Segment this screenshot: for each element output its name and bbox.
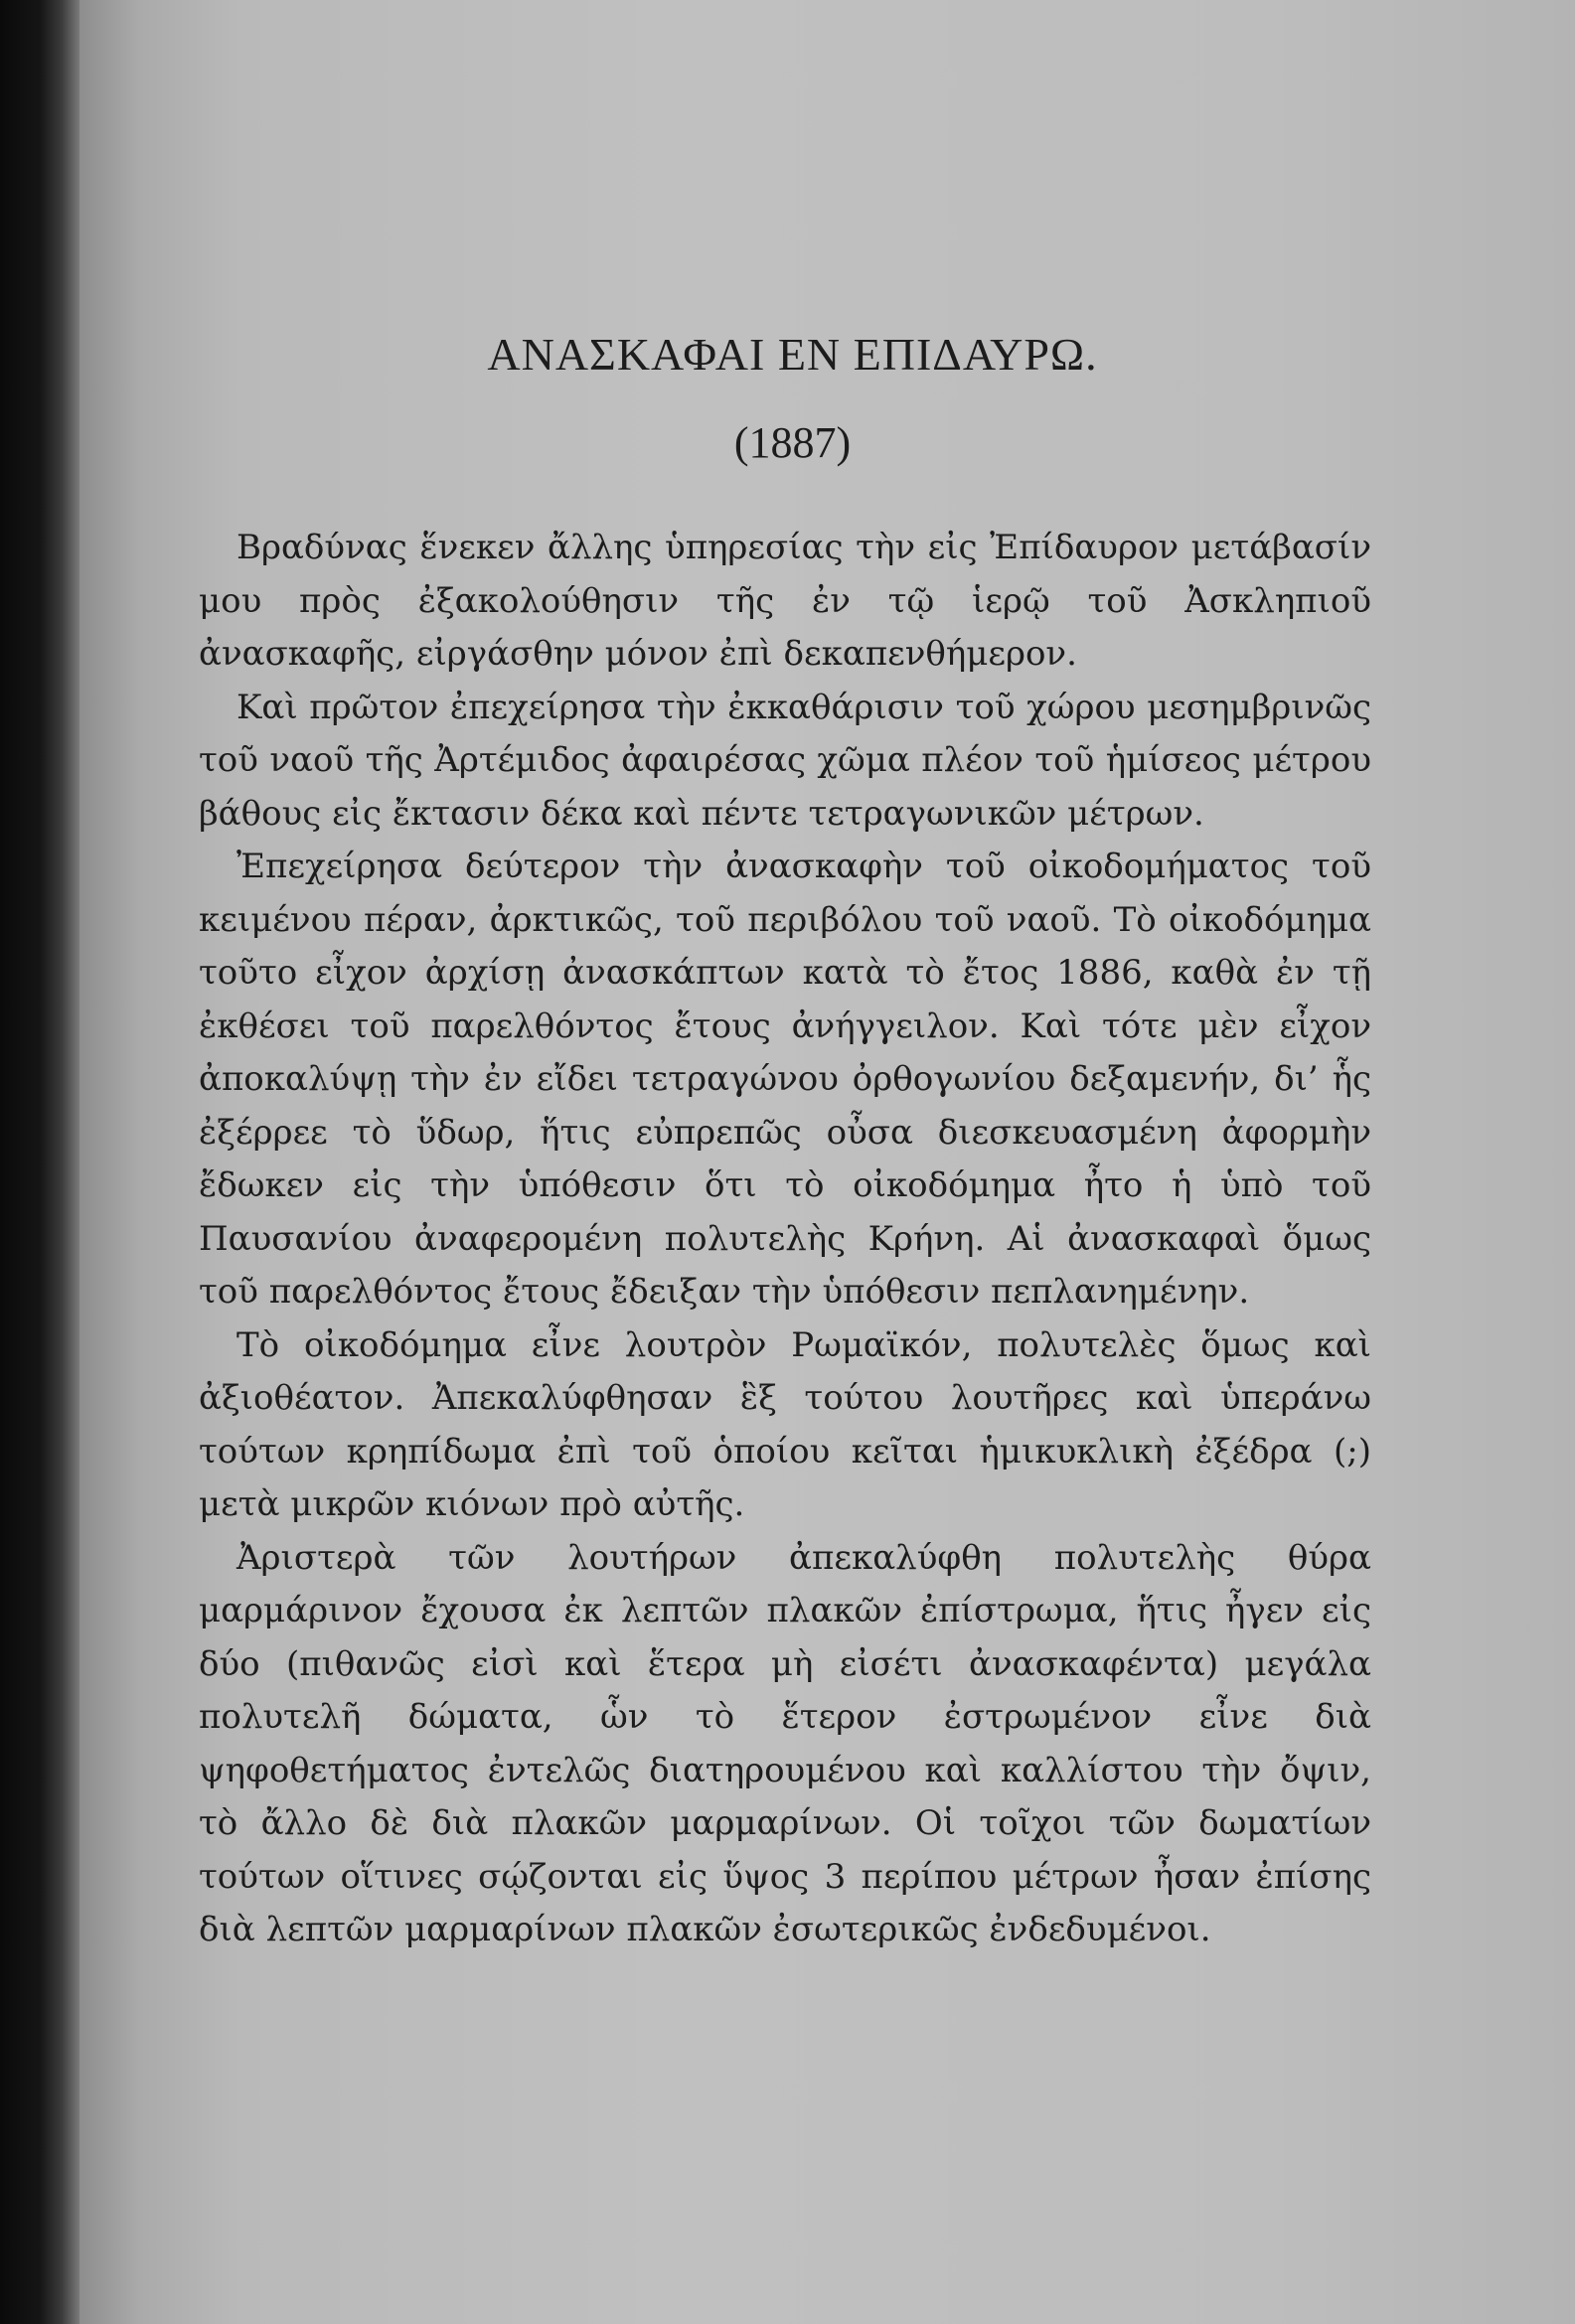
- page-year: (1887): [733, 418, 852, 467]
- book-binding-shadow: [0, 0, 79, 2324]
- paragraph: Ἐπεχείρησα δεύτερον τὴν ἀνασκαφὴν τοῦ οἰκοδομήματος τοῦ κειμένου πέραν, ἀρκτικῶς, τοῦ περιβόλου τοῦ ναοῦ. Τὸ οἰκοδόμημα τοῦτο εἶχον ἀρχίσῃ ἀνασκάπτων κατὰ τὸ ἔτος 1886, καθὰ ἐν τῇ ἐκθέσει τοῦ παρελθόντος ἔτους ἀνήγγειλον. Καὶ τότε μὲν εἶχον ἀποκαλύψῃ τὴν ἐν εἴδει τετραγώνου ὀρθογωνίου δεξαμενήν, δι’ ἧς ἐξέρρεε τὸ ὕδωρ, ἥτις εὐπρεπῶς οὖσα διεσκευασμένη ἀφορμὴν ἔδωκεν εἰς τὴν ὑπόθεσιν ὅτι τὸ οἰκοδόμημα ἦτο ἡ ὑπὸ τοῦ Παυσανίου ἀναφερομένη πολυτελὴς Κρήνη. Αἱ ἀνασκαφαὶ ὅμως τοῦ παρελθόντος ἔτους ἔδειξαν τὴν ὑπόθεσιν πεπλανημένην.: [199, 847, 1371, 1312]
- scanned-page: [79, 0, 1575, 2324]
- body-text: [199, 522, 1371, 1957]
- paragraph: Ἀριστερὰ τῶν λουτήρων ἀπεκαλύφθη πολυτελὴς θύρα μαρμάρινον ἔχουσα ἐκ λεπτῶν πλακῶν ἐπίστρωμα, ἥτις ἦγεν εἰς δύο (πιθανῶς εἰσὶ καὶ ἕτερα μὴ εἰσέτι ἀνασκαφέντα) μεγάλα πολυτελῆ δώματα, ὧν τὸ ἕτερον ἐστρωμένον εἶνε διὰ ψηφοθετήματος ἐντελῶς διατηρουμένου καὶ καλλίστου τὴν ὄψιν, τὸ ἄλλο δὲ διὰ πλακῶν μαρμαρίνων. Οἱ τοῖχοι τῶν δωματίων τούτων οἵτινες σῴζονται εἰς ὕψος 3 περίπου μέτρων ἦσαν ἐπίσης διὰ λεπτῶν μαρμαρίνων πλακῶν ἐσωτερικῶς ἐνδεδυμένοι.: [199, 1537, 1371, 1949]
- paragraph: Καὶ πρῶτον ἐπεχείρησα τὴν ἐκκαθάρισιν τοῦ χώρου μεσημβρινῶς τοῦ ναοῦ τῆς Ἀρτέμιδος ἀφαιρέσας χῶμα πλέον τοῦ ἡμίσεος μέτρου βάθους εἰς ἔκτασιν δέκα καὶ πέντε τετραγωνικῶν μέτρων.: [199, 687, 1371, 834]
- paragraph: Τὸ οἰκοδόμημα εἶνε λουτρὸν Ρωμαϊκόν, πολυτελὲς ὅμως καὶ ἀξιοθέατον. Ἀπεκαλύφθησαν ἓξ τούτου λουτῆρες καὶ ὑπεράνω τούτων κρηπίδωμα ἐπὶ τοῦ ὁποίου κεῖται ἡμικυκλικὴ ἐξέδρα (;) μετὰ μικρῶν κιόνων πρὸ αὐτῆς.: [199, 1324, 1371, 1524]
- page-title: ΑΝΑΣΚΑΦΑΙ ΕΝ ΕΠΙΔΑΥΡΩ.: [487, 329, 1098, 380]
- paragraph: Βραδύνας ἕνεκεν ἄλλης ὑπηρεσίας τὴν εἰς Ἐπίδαυρον μετάβασίν μου πρὸς ἐξακολούθησιν τῆς ἐν τῷ ἱερῷ τοῦ Ἀσκληπιοῦ ἀνασκαφῆς, εἰργάσθην μόνον ἐπὶ δεκαπενθήμερον.: [199, 528, 1371, 674]
